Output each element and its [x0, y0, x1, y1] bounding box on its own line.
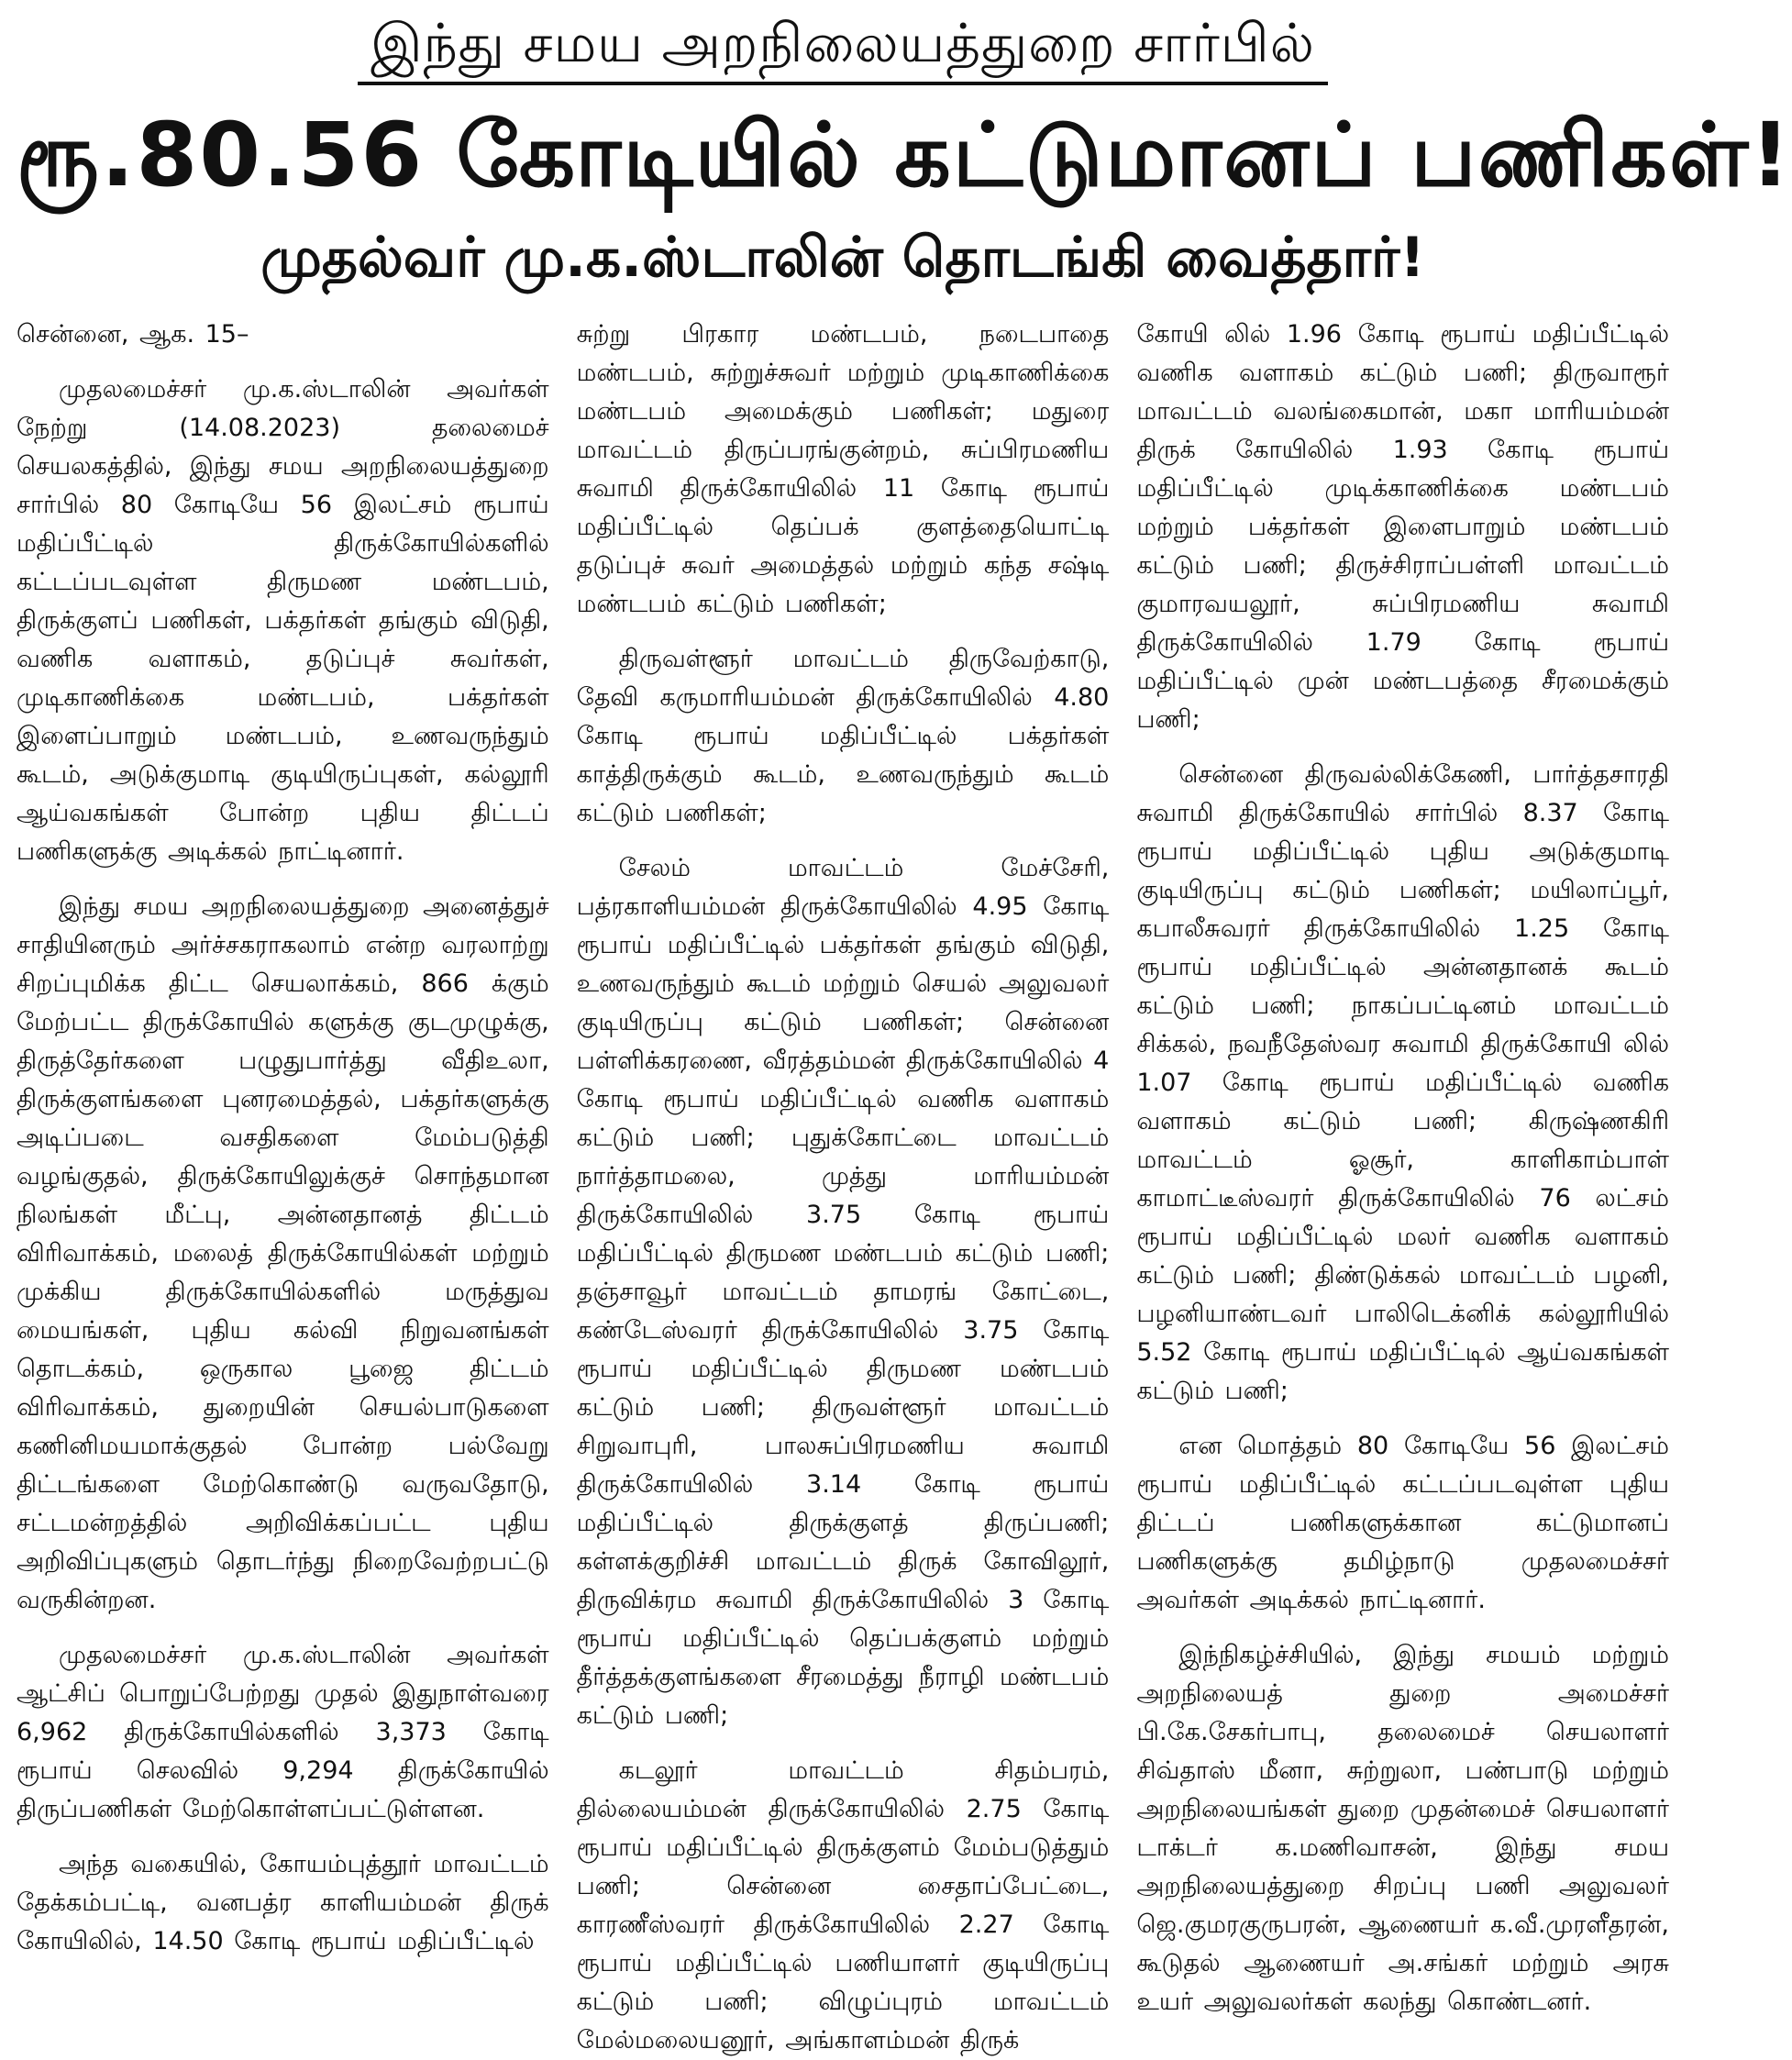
kicker-container	[17, 0, 1669, 85]
article-column-3	[1136, 316, 1669, 2021]
paragraph: சென்னை திருவல்லிக்கேணி, பார்த்தசாரதி சுவாமி திருக்கோயில் சார்பில் 8.37 கோடி ரூபாய் மதிப்பீட்டில் புதிய அடுக்குமாடி குடியிருப்பு கட்டும் பணிகள்; மயிலாப்பூர், கபாலீசுவரர் திருக்கோயிலில் 1.25 கோடி ரூபாய் மதிப்பீட்டில் அன்னதானக் கூடம் கட்டும் பணி; நாகப்பட்டினம் மாவட்டம் சிக்கல், நவநீதேஸ்வர சுவாமி திருக்கோயி லில் 1.07 கோடி ரூபாய் மதிப்பீட்டில் வணிக வளாகம் கட்டும் பணி; கிருஷ்ணகிரி மாவட்டம் ஓசூர், காளிகாம்பாள் காமாட்டீஸ்வரர் திருக்கோயிலில் 76 லட்சம் ரூபாய் மதிப்பீட்டில் மலர் வணிக வளாகம் கட்டும் பணி; திண்டுக்கல் மாவட்டம் பழனி, பழனியாண்டவர் பாலிடெக்னிக் கல்லூரியில் 5.52 கோடி ரூபாய் மதிப்பீட்டில் ஆய்வகங்கள் கட்டும் பணி;	[1136, 760, 1670, 1406]
paragraph: கோயி லில் 1.96 கோடி ரூபாய் மதிப்பீட்டில் வணிக வளாகம் கட்டும் பணி; திருவாரூர் மாவட்டம் வலங்கைமான், மகா மாரியம்மன் திருக் கோயிலில் 1.93 கோடி ரூபாய் மதிப்பீட்டில் முடிக்காணிக்கை மண்டபம் மற்றும் பக்தர்கள் இளைபாறும் மண்டபம் கட்டும் பணி; திருச்சிராப்பள்ளி மாவட்டம் குமாரவயலூர், சுப்பிரமணிய சுவாமி திருக்கோயிலில் 1.79 கோடி ரூபாய் மதிப்பீட்டில் முன் மண்டபத்தை சீரமைக்கும் பணி;	[1136, 320, 1670, 735]
paragraph: என மொத்தம் 80 கோடியே 56 இலட்சம் ரூபாய் மதிப்பீட்டில் கட்டப்படவுள்ள புதிய திட்டப் பணிகளுக்கான கட்டுமானப் பணிகளுக்கு தமிழ்நாடு முதலமைச்சர் அவர்கள் அடிக்கல் நாட்டினார்.	[1136, 1432, 1670, 1615]
paragraph: முதலமைச்சர் மு.க.ஸ்டாலின் அவர்கள் நேற்று (14.08.2023) தலைமைச் செயலகத்தில், இந்து சமய அறநிலையத்துறை சார்பில் 80 கோடியே 56 இலட்சம் ரூபாய் மதிப்பீட்டில் திருக்கோயில்களில் கட்டப்படவுள்ள திருமண மண்டபம், திருக்குளப் பணிகள், பக்தர்கள் தங்கும் விடுதி, வணிக வளாகம், தடுப்புச் சுவர்கள், முடிகாணிக்கை மண்டபம், பக்தர்கள் இளைப்பாறும் மண்டபம், உணவருந்தும் கூடம், அடுக்குமாடி குடியிருப்புகள், கல்லூரி ஆய்வகங்கள் போன்ற புதிய திட்டப் பணிகளுக்கு அடிக்கல் நாட்டினார்.	[17, 375, 549, 867]
paragraph: இந்நிகழ்ச்சியில், இந்து சமயம் மற்றும் அறநிலையத் துறை அமைச்சர் பி.கே.சேகர்பாபு, தலைமைச் செயலாளர் சிவ்தாஸ் மீனா, சுற்றுலா, பண்பாடு மற்றும் அறநிலையங்கள் துறை முதன்மைச் செயலாளர் டாக்டர் க.மணிவாசன், இந்து சமய அறநிலையத்துறை சிறப்பு பணி அலுவலர் ஜெ.குமரகுருபரன், ஆணையர் க.வீ.முரளீதரன், கூடுதல் ஆணையர் அ.சங்கர் மற்றும் அரசு உயர் அலுவலர்கள் கலந்து கொண்டனர்.	[1136, 1641, 1670, 2017]
paragraph: இந்து சமய அறநிலையத்துறை அனைத்துச் சாதியினரும் அர்ச்சகராகலாம் என்ற வரலாற்று சிறப்புமிக்க திட்ட செயலாக்கம், 866 க்கும் மேற்பட்ட திருக்கோயில் களுக்கு குடமுழுக்கு, திருத்தேர்களை பழுதுபார்த்து வீதிஉலா, திருக்குளங்களை புனரமைத்தல், பக்தர்களுக்கு அடிப்படை வசதிகளை மேம்படுத்தி வழங்குதல், திருக்கோயிலுக்குச் சொந்தமான நிலங்கள் மீட்பு, அன்னதானத் திட்டம் விரிவாக்கம், மலைத் திருக்கோயில்கள் மற்றும் முக்கிய திருக்கோயில்களில் மருத்துவ மையங்கள், புதிய கல்வி நிறுவனங்கள் தொடக்கம், ஒருகால பூஜை திட்டம் விரிவாக்கம், துறையின் செயல்பாடுகளை கணினிமயமாக்குதல் போன்ற பல்வேறு திட்டங்களை மேற்கொண்டு வருவதோடு, சட்டமன்றத்தில் அறிவிக்கப்பட்ட புதிய அறிவிப்புகளும் தொடர்ந்து நிறைவேற்றபட்டு வருகின்றன.	[17, 892, 549, 1615]
paragraph: முதலமைச்சர் மு.க.ஸ்டாலின் அவர்கள் ஆட்சிப் பொறுப்பேற்றது முதல் இதுநாள்வரை 6,962 திருக்கோயில்களில் 3,373 கோடி ரூபாய் செலவில் 9,294 திருக்கோயில் திருப்பணிகள் மேற்கொள்ளப்பட்டுள்ளன.	[17, 1641, 549, 1824]
paragraph: கடலூர் மாவட்டம் சிதம்பரம், தில்லையம்மன் திருக்கோயிலில் 2.75 கோடி ரூபாய் மதிப்பீட்டில் திருக்குளம் மேம்படுத்தும் பணி; சென்னை சைதாப்பேட்டை, காரணீஸ்வரர் திருக்கோயிலில் 2.27 கோடி ரூபாய் மதிப்பீட்டில் பணியாளர் குடியிருப்பு கட்டும் பணி; விழுப்புரம் மாவட்டம் மேல்மலையனூர், அங்காளம்மன் திருக்	[576, 1756, 1110, 2055]
paragraph: திருவள்ளூர் மாவட்டம் திருவேற்காடு, தேவி கருமாரியம்மன் திருக்கோயிலில் 4.80 கோடி ரூபாய் மதிப்பீட்டில் பக்தர்கள் காத்திருக்கும் கூடம், உணவருந்தும் கூடம் கட்டும் பணிகள்;	[576, 645, 1110, 828]
sub-headline: முதல்வர் மு.க.ஸ்டாலின் தொடங்கி வைத்தார்!	[260, 226, 1425, 291]
dateline: சென்னை, ஆக. 15–	[17, 320, 249, 349]
article-body	[17, 316, 1670, 2055]
article-column-2	[576, 316, 1110, 2055]
main-headline: ரூ.80.56 கோடியில் கட்டுமானப் பணிகள்!	[17, 103, 1792, 206]
article-column-1	[17, 316, 549, 2021]
kicker-heading: இந்து சமய அறநிலையத்துறை சார்பில்	[358, 13, 1328, 85]
paragraph: சுற்று பிரகார மண்டபம், நடைபாதை மண்டபம், சுற்றுச்சுவர் மற்றும் முடிகாணிக்கை மண்டபம் அமைக்கும் பணிகள்; மதுரை மாவட்டம் திருப்பரங்குன்றம், சுப்பிரமணிய சுவாமி திருக்கோயிலில் 11 கோடி ரூபாய் மதிப்பீட்டில் தெப்பக் குளத்தையொட்டி தடுப்புச் சுவர் அமைத்தல் மற்றும் கந்த சஷ்டி மண்டபம் கட்டும் பணிகள்;	[576, 320, 1110, 619]
paragraph: அந்த வகையில், கோயம்புத்தூர் மாவட்டம் தேக்கம்பட்டி, வனபத்ர காளியம்மன் திருக் கோயிலில், 14.50 கோடி ரூபாய் மதிப்பீட்டில்	[17, 1850, 549, 1956]
paragraph: சேலம் மாவட்டம் மேச்சேரி, பத்ரகாளியம்மன் திருக்கோயிலில் 4.95 கோடி ரூபாய் மதிப்பீட்டில் பக்தர்கள் தங்கும் விடுதி, உணவருந்தும் கூடம் மற்றும் செயல் அலுவலர் குடியிருப்பு கட்டும் பணிகள்; சென்னை பள்ளிக்கரணை, வீரத்தம்மன் திருக்கோயிலில் 4 கோடி ரூபாய் மதிப்பீட்டில் வணிக வளாகம் கட்டும் பணி; புதுக்கோட்டை மாவட்டம் நார்த்தாமலை, முத்து மாரியம்மன் திருக்கோயிலில் 3.75 கோடி ரூபாய் மதிப்பீட்டில் திருமண மண்டபம் கட்டும் பணி; தஞ்சாவூர் மாவட்டம் தாமரங் கோட்டை, கண்டேஸ்வரர் திருக்கோயிலில் 3.75 கோடி ரூபாய் மதிப்பீட்டில் திருமண மண்டபம் கட்டும் பணி; திருவள்ளூர் மாவட்டம் சிறுவாபுரி, பாலசுப்பிரமணிய சுவாமி திருக்கோயிலில் 3.14 கோடி ரூபாய் மதிப்பீட்டில் திருக்குளத் திருப்பணி; கள்ளக்குறிச்சி மாவட்டம் திருக் கோவிலூர், திருவிக்ரம சுவாமி திருக்கோயிலில் 3 கோடி ரூபாய் மதிப்பீட்டில் தெப்பக்குளம் மற்றும் தீர்த்தக்குளங்களை சீரமைத்து நீராழி மண்டபம் கட்டும் பணி;	[576, 854, 1110, 1731]
